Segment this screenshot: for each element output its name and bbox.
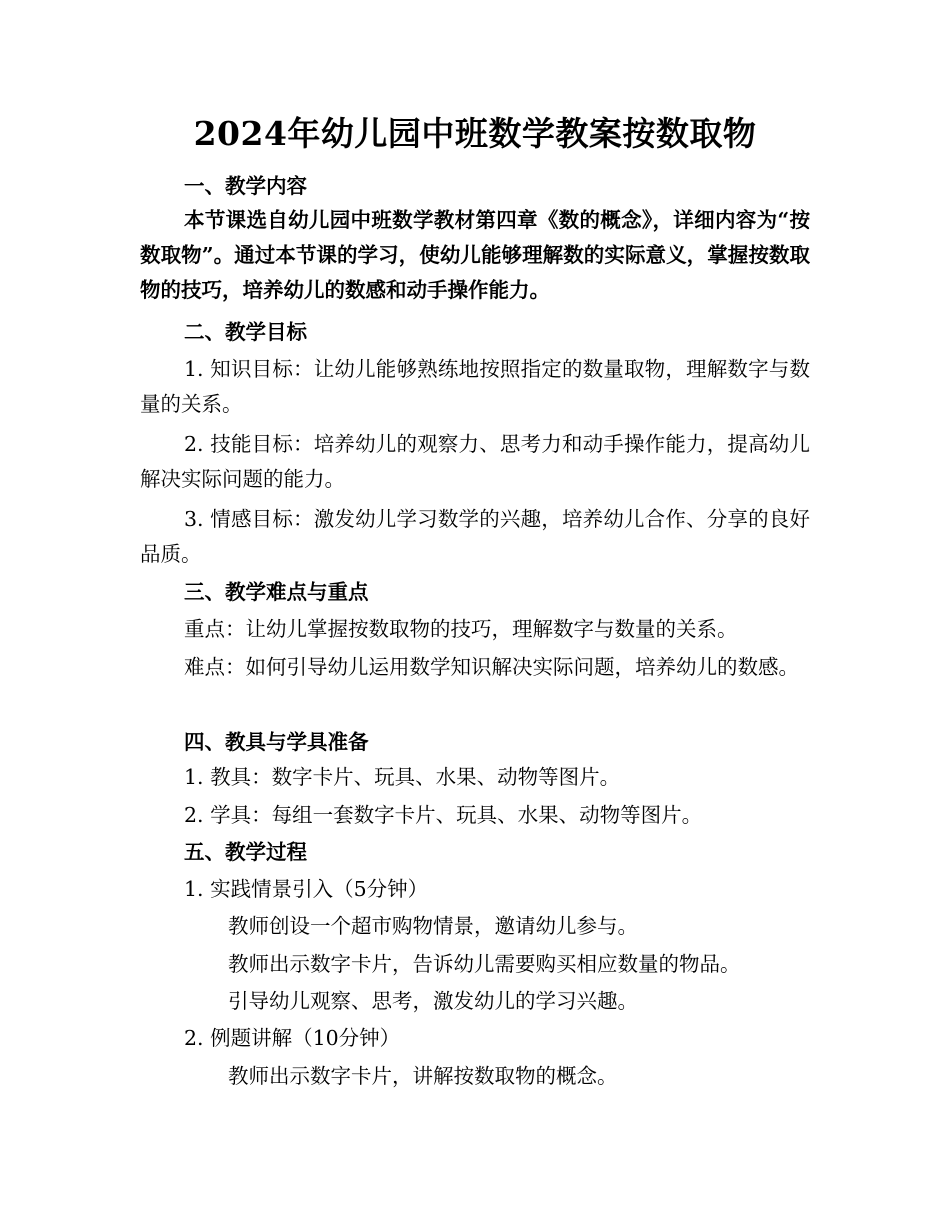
process-step-2-line: 教师出示数字卡片，讲解按数取物的概念。: [228, 1064, 618, 1088]
goal-item-emotion: 3. 情感目标：激发幼儿学习数学的兴趣，培养幼儿合作、分享的良好品质。: [140, 507, 810, 566]
difficulty-text: 难点：如何引导幼儿运用数学知识解决实际问题，培养幼儿的数感。: [184, 655, 799, 679]
section-heading-teaching-goals: 二、教学目标: [184, 320, 307, 344]
teaching-content-paragraph: 本节课选自幼儿园中班数学教材第四章《数的概念》，详细内容为“按数取物”。通过本节课的学习，使幼儿能够理解数的实际意义，掌握按数取物的技巧，培养幼儿的数感和动手操作能力。: [140, 208, 810, 302]
section-heading-teaching-content: 一、教学内容: [184, 174, 307, 198]
material-item-student-aids: 2. 学具：每组一套数字卡片、玩具、水果、动物等图片。: [184, 803, 703, 827]
key-point-text: 重点：让幼儿掌握按数取物的技巧，理解数字与数量的关系。: [184, 617, 738, 641]
goal-item-knowledge: 1. 知识目标：让幼儿能够熟练地按照指定的数量取物，理解数字与数量的关系。: [140, 357, 810, 416]
process-step-1-label: 1. 实践情景引入（5分钟）: [184, 877, 429, 901]
section-heading-materials: 四、教具与学具准备: [184, 730, 369, 754]
process-step-1-line: 教师创设一个超市购物情景，邀请幼儿参与。: [228, 914, 638, 938]
section-heading-teaching-process: 五、教学过程: [184, 840, 307, 864]
goal-item-skill: 2. 技能目标：培养幼儿的观察力、思考力和动手操作能力，提高幼儿解决实际问题的能力。: [140, 432, 810, 491]
process-step-1-line: 教师出示数字卡片，告诉幼儿需要购买相应数量的物品。: [228, 952, 741, 976]
process-step-2-label: 2. 例题讲解（10分钟）: [184, 1026, 401, 1050]
document-title: 2024年幼儿园中班数学教案按数取物: [193, 114, 757, 153]
process-step-1-line: 引导幼儿观察、思考，激发幼儿的学习兴趣。: [228, 989, 638, 1013]
material-item-teacher-aids: 1. 教具：数字卡片、玩具、水果、动物等图片。: [184, 765, 621, 789]
section-heading-key-difficult-points: 三、教学难点与重点: [184, 580, 369, 604]
